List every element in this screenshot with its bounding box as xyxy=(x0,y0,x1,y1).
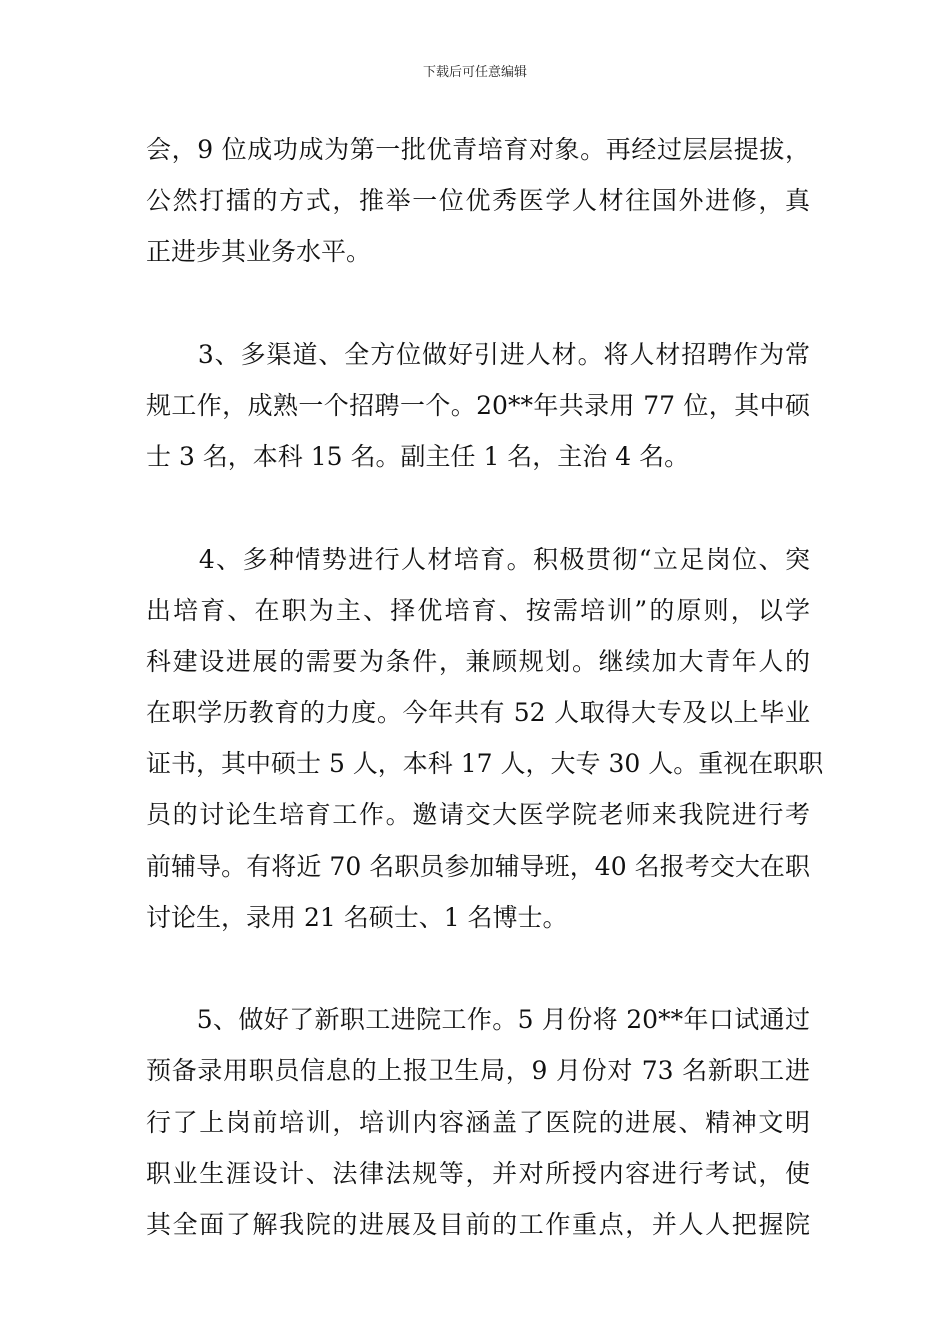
page-header: 下载后可任意编辑 xyxy=(422,65,527,80)
text-line: 3、多渠道、全方位做好引进人材。将人材招聘作为常 xyxy=(146,339,810,369)
text-line: 员的讨论生培育工作。邀请交大医学院老师来我院进行考 xyxy=(146,800,810,830)
text-line: 出培育、在职为主、择优培育、按需培训”的原则，以学 xyxy=(146,595,810,625)
text-line: 预备录用职员信息的上报卫生局，9 月份对 73 名新职工进 xyxy=(146,1056,810,1086)
text-line: 4、多种情势进行人材培育。积极贯彻“立足岗位、突 xyxy=(146,544,810,574)
paragraph-talent-recruitment xyxy=(146,329,810,483)
text-line: 正进步其业务水平。 xyxy=(146,237,372,267)
paragraph-spacer xyxy=(146,482,810,533)
text-line: 5、做好了新职工进院工作。5 月份将 20**年口试通过 xyxy=(146,1005,810,1035)
text-line: 科建设进展的需要为条件，兼顾规划。继续加大青年人的 xyxy=(146,646,810,676)
text-line: 在职学历教育的力度。今年共有 52 人取得大专及以上毕业 xyxy=(146,698,810,728)
text-line: 职业生涯设计、法律法规等，并对所授内容进行考试，使 xyxy=(146,1158,810,1188)
paragraph-talent-training xyxy=(146,534,824,944)
text-line: 前辅导。有将近 70 名职员参加辅导班，40 名报考交大在职 xyxy=(146,851,810,881)
text-line: 其全面了解我院的进展及目前的工作重点，并人人把握院 xyxy=(146,1209,810,1239)
text-line: 会，9 位成功成为第一批优青培育对象。再经过层层提拔， xyxy=(146,135,810,164)
text-line: 证书，其中硕士 5 人，本科 17 人，大专 30 人。重视在职职 xyxy=(146,749,824,779)
paragraph-continuation xyxy=(146,124,810,278)
text-line: 讨论生，录用 21 名硕士、1 名博士。 xyxy=(146,902,568,932)
text-line: 公然打擂的方式，推举一位优秀医学人材往国外进修，真 xyxy=(146,186,810,216)
paragraph-new-staff xyxy=(146,994,810,1250)
document-body xyxy=(146,124,824,1250)
text-line: 士 3 名，本科 15 名。副主任 1 名，主治 4 名。 xyxy=(146,442,690,472)
text-line: 行了上岗前培训，培训内容涵盖了医院的进展、精神文明 xyxy=(146,1107,810,1137)
text-line: 规工作，成熟一个招聘一个。20**年共录用 77 位，其中硕 xyxy=(146,390,810,420)
paragraph-spacer xyxy=(146,943,810,994)
paragraph-spacer xyxy=(146,278,810,329)
